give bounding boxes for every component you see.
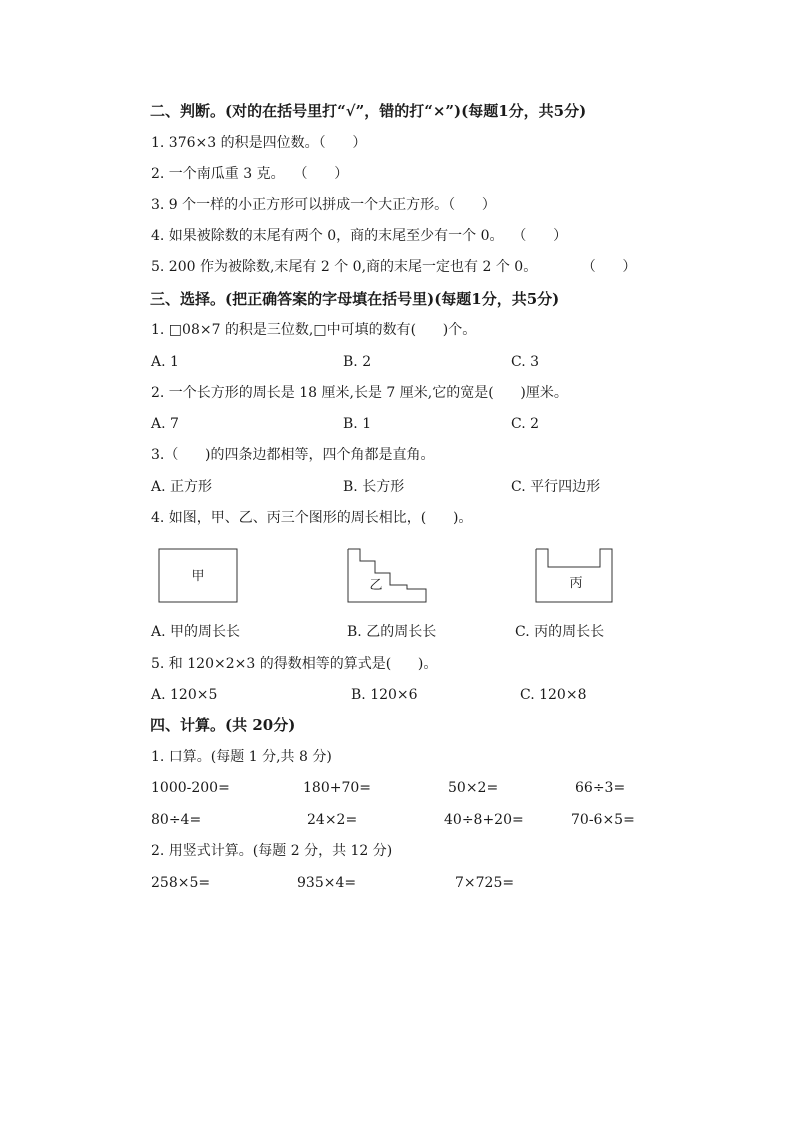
choice-question-1: 1. □08×7 的积是三位数,□中可填的数有( )个。 — [151, 322, 477, 338]
choice-3-option-b: B. 长方形 — [343, 479, 405, 495]
section-4-header: 四、计算。(共 20分) — [150, 716, 296, 734]
choice-question-3: 3.（ )的四条边都相等，四个角都是直角。 — [151, 447, 435, 463]
vertical-calc-item: 7×725= — [455, 875, 515, 891]
choice-4-option-b: B. 乙的周长长 — [347, 624, 437, 640]
vertical-calc-title: 2. 用竖式计算。(每题 2 分，共 12 分) — [151, 843, 393, 859]
choice-5-option-c: C. 120×8 — [520, 687, 587, 703]
choice-3-option-a: A. 正方形 — [151, 479, 213, 495]
oral-calc-item: 180+70= — [303, 780, 371, 796]
oral-calc-title: 1. 口算。(每题 1 分,共 8 分) — [151, 749, 332, 765]
judge-item-4: 4. 如果被除数的末尾有两个 0，商的末尾至少有一个 0。 （ ） — [151, 228, 568, 244]
choice-1-option-a: A. 1 — [151, 354, 179, 370]
choice-4-option-a: A. 甲的周长长 — [151, 624, 241, 640]
oral-calc-item: 40÷8+20= — [444, 812, 524, 828]
section-3-header: 三、选择。(把正确答案的字母填在括号里)(每题1分，共5分) — [150, 290, 560, 308]
choice-2-option-b: B. 1 — [343, 416, 372, 432]
oral-calc-item: 70-6×5= — [571, 812, 635, 828]
judge-item-1: 1. 376×3 的积是四位数。（ ） — [151, 135, 367, 151]
oral-calc-item: 80÷4= — [151, 812, 202, 828]
figure-bing-label: 丙 — [569, 576, 583, 591]
judge-item-2: 2. 一个南瓜重 3 克。 （ ） — [151, 166, 349, 182]
figure-yi — [346, 547, 430, 605]
oral-calc-item: 66÷3= — [575, 780, 626, 796]
section-2-header: 二、判断。(对的在括号里打“√”，错的打“×”)(每题1分，共5分) — [150, 102, 587, 120]
choice-2-option-c: C. 2 — [511, 416, 540, 432]
choice-2-option-a: A. 7 — [151, 416, 179, 432]
choice-1-option-c: C. 3 — [511, 354, 540, 370]
choice-5-option-a: A. 120×5 — [151, 687, 218, 703]
choice-5-option-b: B. 120×6 — [351, 687, 418, 703]
judge-item-5: 5. 200 作为被除数,末尾有 2 个 0,商的末尾一定也有 2 个 0。 （ ） — [151, 259, 637, 275]
choice-1-option-b: B. 2 — [343, 354, 372, 370]
vertical-calc-item: 935×4= — [297, 875, 357, 891]
oral-calc-item: 50×2= — [448, 780, 499, 796]
judge-item-3: 3. 9 个一样的小正方形可以拼成一个大正方形。（ ） — [151, 197, 496, 213]
oral-calc-item: 24×2= — [307, 812, 358, 828]
choice-3-option-c: C. 平行四边形 — [511, 479, 601, 495]
figure-bing — [534, 547, 616, 605]
choice-4-option-c: C. 丙的周长长 — [515, 624, 605, 640]
figure-yi-label: 乙 — [369, 578, 383, 593]
figure-jia — [158, 547, 240, 605]
choice-question-5: 5. 和 120×2×3 的得数相等的算式是( )。 — [151, 656, 438, 672]
choice-question-2: 2. 一个长方形的周长是 18 厘米,长是 7 厘米,它的宽是( )厘米。 — [151, 385, 568, 401]
figure-jia-label: 甲 — [191, 569, 205, 584]
vertical-calc-item: 258×5= — [151, 875, 211, 891]
oral-calc-item: 1000-200= — [151, 780, 230, 796]
choice-question-4: 4. 如图，甲、乙、丙三个图形的周长相比，( )。 — [151, 510, 473, 526]
